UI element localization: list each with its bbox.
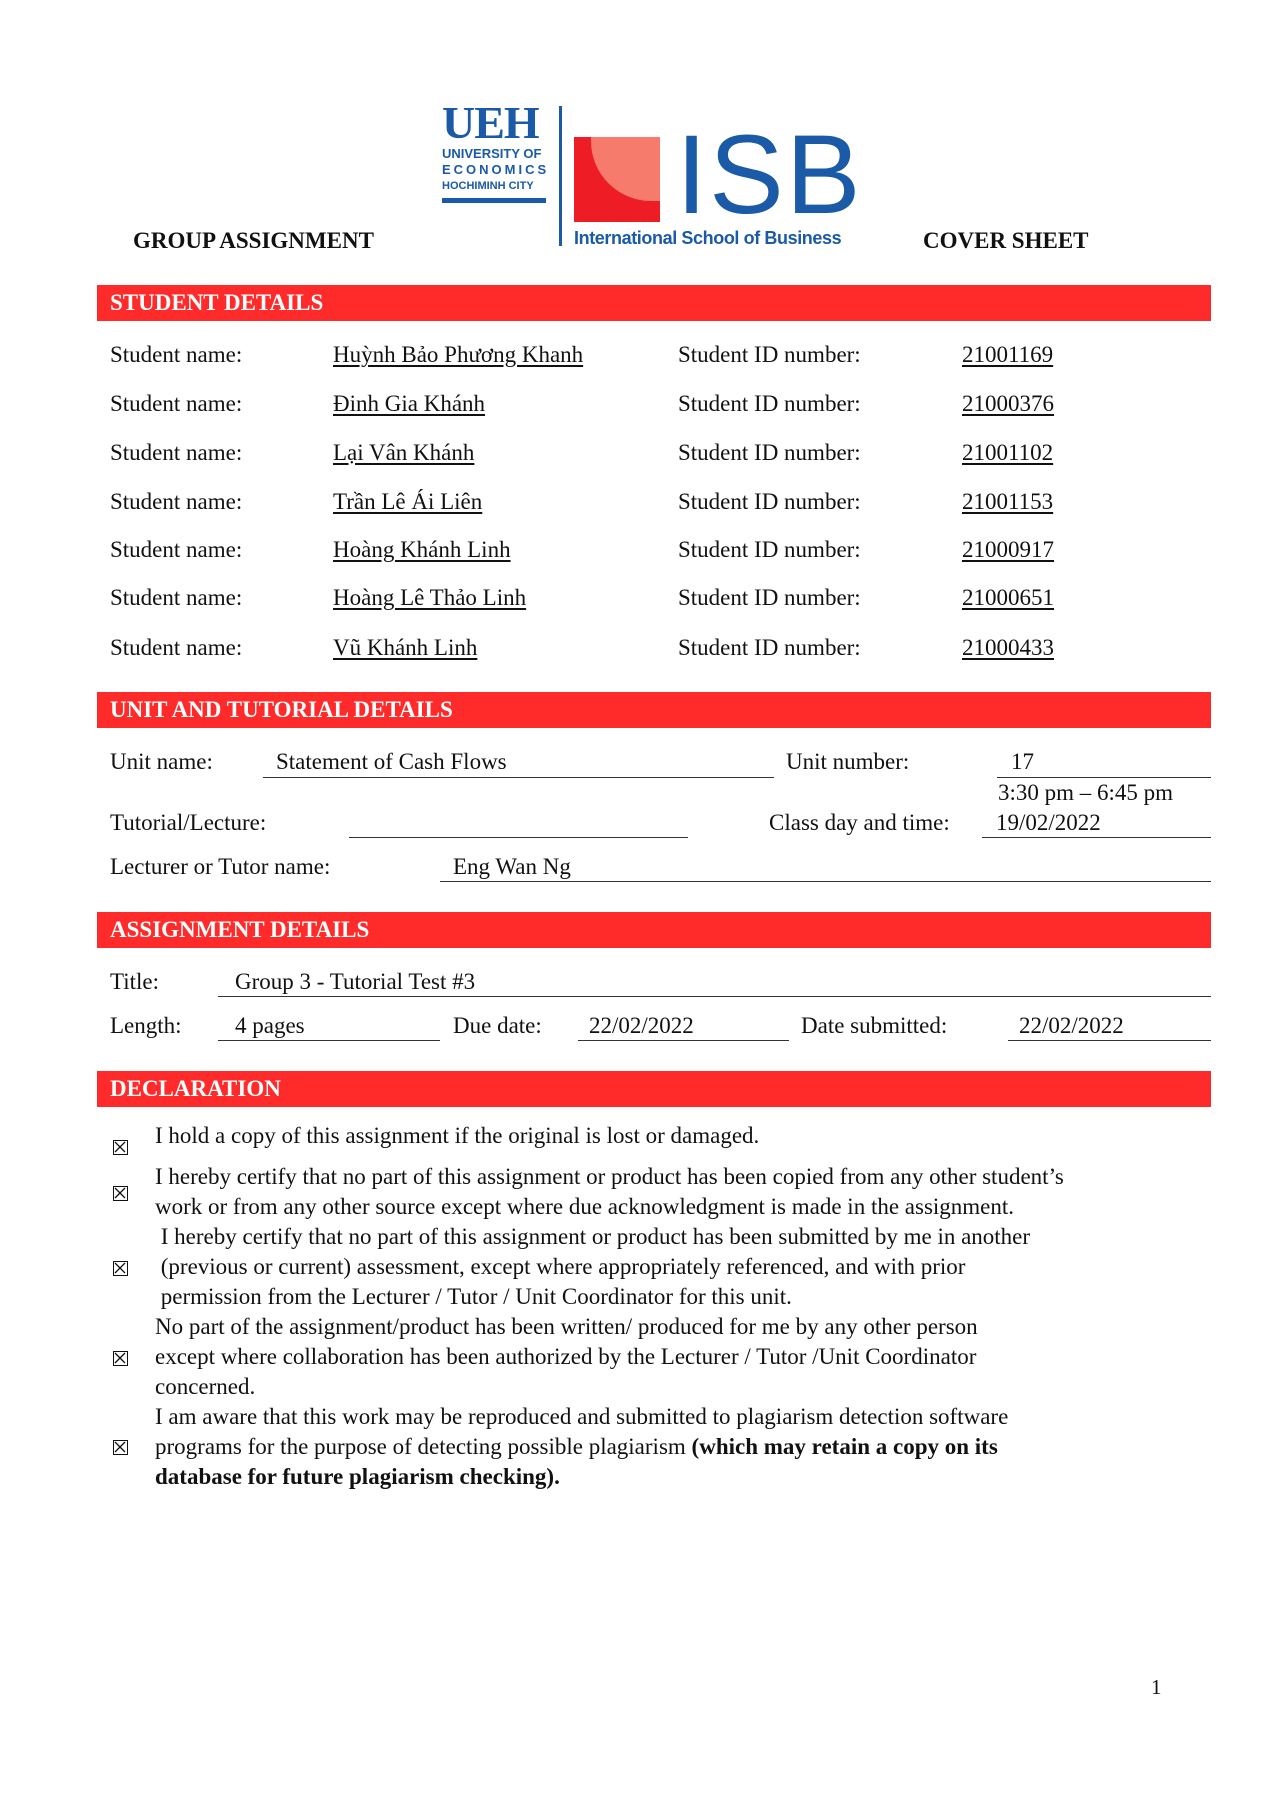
student-id-label: Student ID number: (678, 489, 861, 514)
student-id-label: Student ID number: (678, 342, 861, 367)
student-name-value[interactable]: Hoàng Khánh Linh (333, 537, 511, 562)
student-name-label: Student name: (110, 440, 243, 465)
declaration-bold-text: (which may retain a copy on its (691, 1434, 998, 1459)
declaration-text: programs for the purpose of detecting possible plagiarism (155, 1434, 692, 1459)
declaration-text: permission from the Lecturer / Tutor / Unit Coordinator for this unit. (155, 1284, 792, 1309)
section-assignment-details (97, 912, 1211, 948)
ueh-wordmark: UEH (442, 97, 539, 148)
ueh-line2: ECONOMICS (442, 162, 550, 177)
declaration-text: (previous or current) assessment, except where appropriately referenced, and with prior (155, 1254, 966, 1279)
isb-wordmark: ISB (676, 112, 863, 237)
student-id-value[interactable]: 21001102 (962, 440, 1054, 465)
ueh-logo (442, 97, 552, 203)
student-id-value[interactable]: 21001153 (962, 489, 1054, 514)
student-name-label: Student name: (110, 585, 243, 610)
unit-number-label: Unit number: (786, 749, 910, 774)
checked-x-icon (114, 1352, 126, 1364)
declaration-text: concerned. (155, 1374, 256, 1399)
student-name-value[interactable]: Hoàng Lê Thảo Linh (333, 585, 527, 610)
student-id-label: Student ID number: (678, 440, 861, 465)
ueh-line3: HOCHIMINH CITY (442, 180, 534, 192)
section-heading: ASSIGNMENT DETAILS (110, 917, 370, 942)
due-date-value[interactable]: 22/02/2022 (589, 1013, 694, 1038)
declaration-text: I am aware that this work may be reproduced and submitted to plagiarism detection software (155, 1404, 1009, 1429)
declaration-text: work or from any other source except where due acknowledgment is made in the assignment. (155, 1194, 1015, 1219)
section-declaration (97, 1071, 1211, 1107)
isb-subtitle: International School of Business (574, 228, 842, 248)
student-id-value[interactable]: 21000917 (962, 537, 1054, 562)
date-submitted-label: Date submitted: (801, 1013, 948, 1038)
declaration-text: No part of the assignment/product has been written/ produced for me by any other person (155, 1314, 978, 1339)
checked-x-icon (114, 1441, 126, 1453)
declaration-checkbox[interactable] (113, 1261, 128, 1276)
student-id-label: Student ID number: (678, 391, 861, 416)
section-heading: STUDENT DETAILS (110, 290, 324, 315)
page-number: 1 (1151, 1675, 1162, 1699)
student-name-label: Student name: (110, 537, 243, 562)
student-name-label: Student name: (110, 635, 243, 660)
declaration-text: I hereby certify that no part of this assignment or product has been submitted by me in another (155, 1224, 1031, 1249)
section-student-details (97, 285, 1211, 321)
student-name-value[interactable]: Đinh Gia Khánh (333, 391, 486, 416)
section-heading: UNIT AND TUTORIAL DETAILS (110, 697, 453, 722)
declaration-checkbox[interactable] (113, 1140, 128, 1155)
tutorial-line[interactable] (349, 837, 688, 838)
isb-mark (574, 137, 660, 222)
ueh-underline (442, 198, 546, 203)
student-id-label: Student ID number: (678, 635, 861, 660)
section-unit-details (97, 692, 1211, 728)
class-day-value[interactable]: 19/02/2022 (996, 810, 1101, 835)
declaration-text: I hold a copy of this assignment if the original is lost or damaged. (155, 1123, 760, 1148)
date-submitted-value[interactable]: 22/02/2022 (1019, 1013, 1124, 1038)
student-name-label: Student name: (110, 342, 243, 367)
length-value[interactable]: 4 pages (235, 1013, 305, 1038)
section-heading: DECLARATION (110, 1076, 281, 1101)
title-label: Title: (110, 969, 160, 994)
student-name-label: Student name: (110, 489, 243, 514)
student-name-value[interactable]: Lại Vân Khánh (333, 440, 475, 465)
logo-divider (559, 106, 562, 246)
student-name-value[interactable]: Huỳnh Bảo Phương Khanh (333, 342, 584, 367)
declaration-text: except where collaboration has been authorized by the Lecturer / Tutor /Unit Coordinator (155, 1344, 977, 1369)
declaration-line (155, 1462, 560, 1492)
student-id-label: Student ID number: (678, 585, 861, 610)
student-id-value[interactable]: 21000651 (962, 585, 1054, 610)
length-label: Length: (110, 1013, 182, 1038)
declaration-checkbox[interactable] (113, 1186, 128, 1201)
checked-x-icon (114, 1187, 126, 1199)
declaration-line (155, 1402, 1008, 1432)
page-title-left: GROUP ASSIGNMENT (133, 228, 374, 253)
class-time-value[interactable]: 3:30 pm – 6:45 pm (998, 780, 1174, 805)
declaration-checkbox[interactable] (113, 1351, 128, 1366)
lecturer-label: Lecturer or Tutor name: (110, 854, 331, 879)
declaration-bold-text: database for future plagiarism checking). (155, 1464, 560, 1489)
unit-name-value[interactable]: Statement of Cash Flows (276, 749, 507, 774)
student-id-label: Student ID number: (678, 537, 861, 562)
declaration-text: I hereby certify that no part of this assignment or product has been copied from any other student’s (155, 1164, 1064, 1189)
student-id-value[interactable]: 21000376 (962, 391, 1054, 416)
checked-x-icon (114, 1141, 126, 1153)
lecturer-value[interactable]: Eng Wan Ng (453, 854, 571, 879)
ueh-line1: UNIVERSITY OF (442, 146, 542, 161)
declaration-line (155, 1432, 998, 1462)
page-title-right: COVER SHEET (923, 228, 1089, 253)
due-date-label: Due date: (453, 1013, 542, 1038)
unit-number-value[interactable]: 17 (1011, 749, 1034, 774)
checked-x-icon (114, 1262, 126, 1274)
student-name-value[interactable]: Vũ Khánh Linh (333, 635, 478, 660)
unit-name-line (263, 777, 774, 778)
student-id-value[interactable]: 21001169 (962, 342, 1054, 367)
student-id-value[interactable]: 21000433 (962, 635, 1054, 660)
class-day-label: Class day and time: (769, 810, 950, 835)
declaration-checkbox[interactable] (113, 1440, 128, 1455)
title-value[interactable]: Group 3 - Tutorial Test #3 (235, 969, 476, 994)
unit-name-label: Unit name: (110, 749, 213, 774)
student-name-value[interactable]: Trần Lê Ái Liên (333, 489, 483, 514)
tutorial-label: Tutorial/Lecture: (110, 810, 267, 835)
student-name-label: Student name: (110, 391, 243, 416)
